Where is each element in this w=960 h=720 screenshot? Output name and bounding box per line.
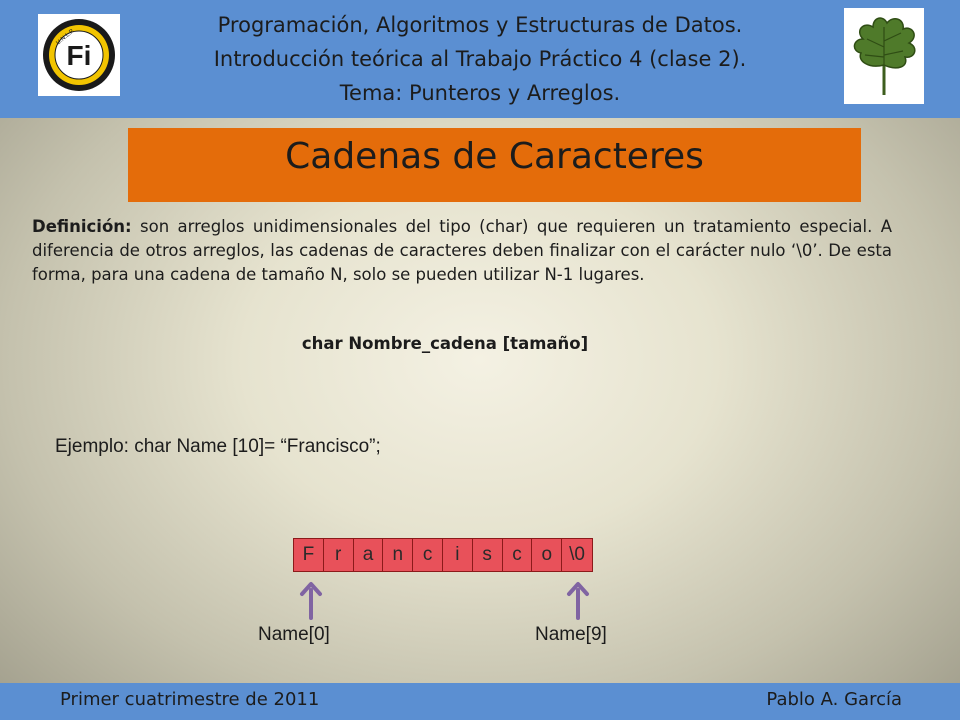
definition-paragraph [32,215,892,287]
arrow-up-icon-last [563,580,593,620]
course-title: Programación, Algoritmos y Estructuras de Datos. [217,13,743,37]
array-cell-7: c [503,539,533,571]
header-title-block [130,8,830,110]
arrow-up-icon-first [296,580,326,620]
array-cell-6: s [473,539,503,571]
char-array-diagram [293,538,593,572]
header-bar [0,0,960,118]
class-subtitle: Introducción teórica al Trabajo Práctico 4 (clase 2). [213,47,747,71]
array-cell-4: c [413,539,443,571]
definition-label: Definición: [32,217,132,236]
array-cell-1: r [324,539,354,571]
array-cell-3: n [383,539,413,571]
definition-text: son arreglos unidimensionales del tipo (char) que requieren un tratamiento especial. A diferencia de otros arreglos, las cadenas de caracteres deben finalizar con el carácter nulo ‘\0’. De esta forma, para una cadena de tamaño N, solo se pueden utilizar N-1 lugares. [32,217,892,284]
array-cell-0: F [294,539,324,571]
oak-leaf-logo [844,8,924,104]
syntax-declaration: char Nombre_cadena [tamaño] [301,334,589,353]
slide-title: Cadenas de Caracteres [285,136,704,177]
footer-author: Pablo A. García [766,689,902,710]
array-cell-5: i [443,539,473,571]
array-cell-9: \0 [562,539,592,571]
example-text: Ejemplo: char Name [10]= “Francisco”; [55,436,381,457]
array-cell-8: o [532,539,562,571]
logo-ring-text: U.N.L.P. [55,27,77,47]
footer-semester: Primer cuatrimestre de 2011 [60,689,320,710]
fi-logo-icon [41,17,117,93]
array-cell-2: a [354,539,384,571]
topic-line: Tema: Punteros y Arreglos. [339,81,621,105]
label-name-0: Name[0] [258,624,330,645]
footer-bar [0,683,960,720]
fi-unlp-logo [38,14,120,96]
label-name-9: Name[9] [535,624,607,645]
oak-leaf-icon [847,13,921,99]
logo-fi-text: Fi [66,40,92,71]
slide-title-box [128,128,861,202]
